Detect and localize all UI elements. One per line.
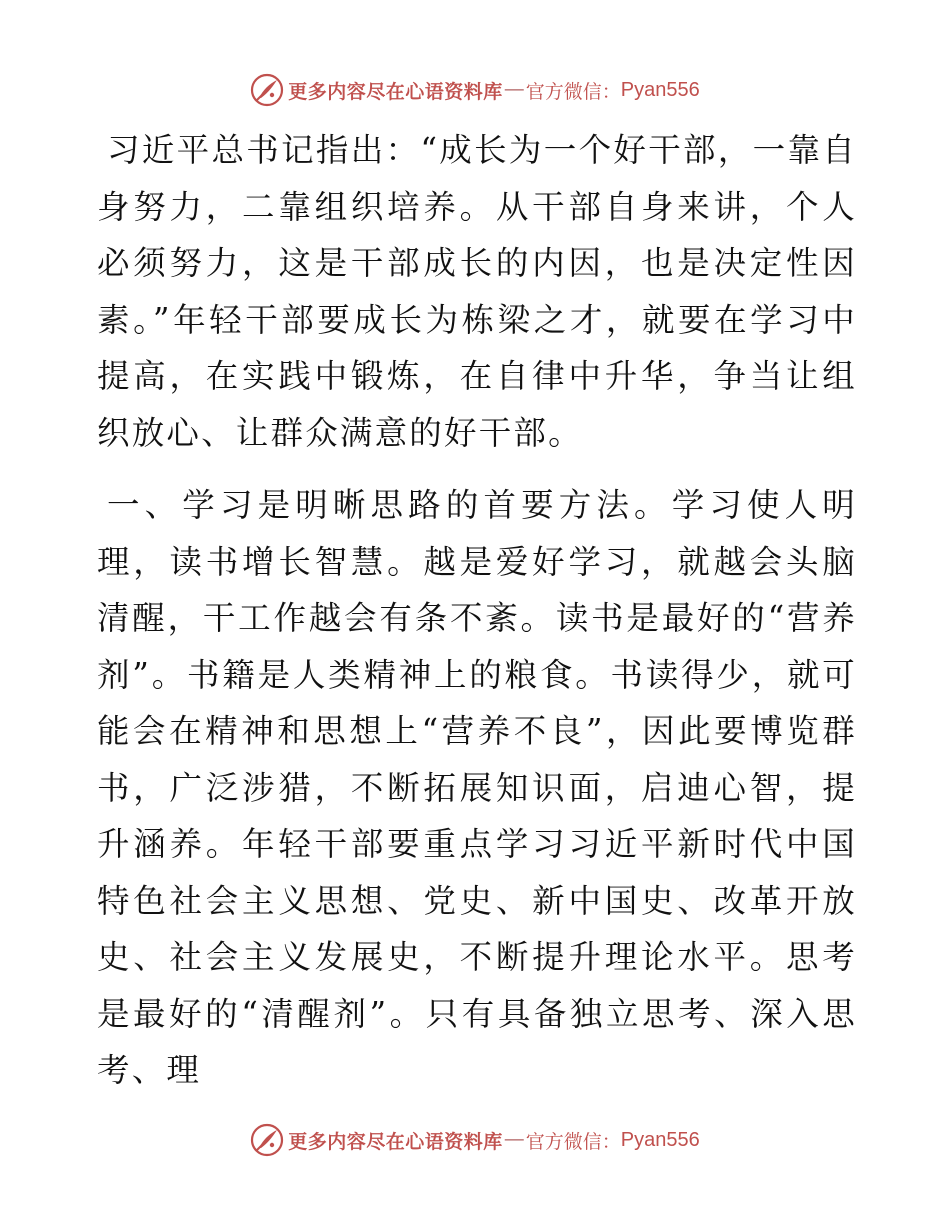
footer-banner (0, 1120, 950, 1160)
paragraph-intro: 习近平总书记指出：“成长为一个好干部，一靠自身努力，二靠组织培养。从干部自身来讲，个人必须努力，这是干部成长的内因，也是决定性因素。”年轻干部要成长为栋梁之才，就要在学习中提高，在实践中锻炼，在自律中升华，争当让组织放心、让群众满意的好干部。 (97, 131, 857, 452)
banner-wechat-label: 官方微信： (525, 80, 621, 103)
header-banner (0, 70, 950, 110)
banner-dash: — (504, 1129, 524, 1150)
quill-logo-icon (250, 1123, 284, 1157)
document-body (97, 122, 857, 1099)
paragraph-section-one: 一、学习是明晰思路的首要方法。学习使人明理，读书增长智慧。越是爱好学习，就越会头脑清醒，干工作越会有条不紊。读书是最好的“营养剂”。书籍是人类精神上的粮食。书读得少，就可能会在精神和思想上“营养不良”，因此要博览群书，广泛涉猎，不断拓展知识面，启迪心智，提升涵养。年轻干部要重点学习习近平新时代中国特色社会主义思想、党史、新中国史、改革开放史、社会主义发展史，不断提升理论水平。思考是最好的“清醒剂”。只有具备独立思考、深入思考、理 (97, 486, 857, 1089)
banner-wechat-id: Pyan556 (620, 1128, 700, 1151)
banner-dash: — (504, 79, 524, 100)
banner-wechat-id: Pyan556 (620, 78, 700, 101)
banner-text: 更多内容尽在心语资料库 (288, 80, 503, 103)
banner-text: 更多内容尽在心语资料库 (288, 1130, 503, 1153)
banner-wechat-label: 官方微信： (525, 1130, 621, 1153)
quill-logo-icon (250, 73, 284, 107)
